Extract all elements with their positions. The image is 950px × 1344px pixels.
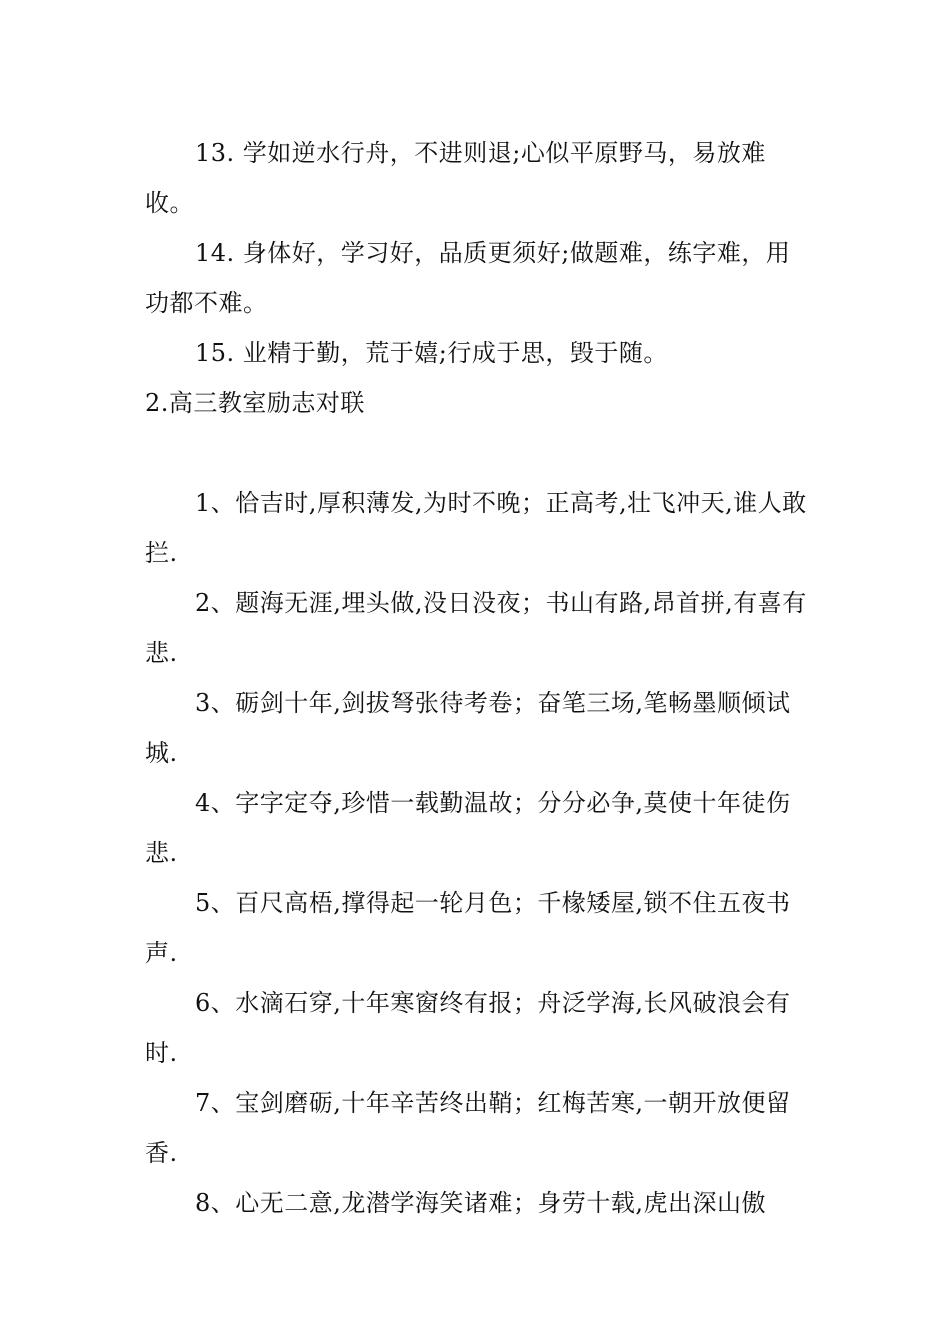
- couplet-4: 4、字字定夺,珍惜一载勤温故；分分必争,莫使十年徒伤悲.: [145, 789, 791, 867]
- couplet-1: 1、恰吉时,厚积薄发,为时不晚；正高考,壮飞冲天,谁人敢拦.: [145, 489, 807, 567]
- couplet-7: 7、宝剑磨砺,十年辛苦终出鞘；红梅苦寒,一朝开放便留香.: [145, 1089, 791, 1167]
- paragraph-14: 14. 身体好，学习好，品质更须好;做题难，练字难，用功都不难。: [145, 239, 791, 317]
- section-heading: 2.高三教室励志对联: [145, 389, 365, 417]
- couplet-3: 3、砺剑十年,剑拔弩张待考卷；奋笔三场,笔畅墨顺倾试城.: [145, 689, 791, 767]
- couplet-6: 6、水滴石穿,十年寒窗终有报；舟泛学海,长风破浪会有时.: [145, 989, 791, 1067]
- couplet-8: 8、心无二意,龙潜学海笑诸难；身劳十载,虎出深山傲: [195, 1189, 767, 1217]
- paragraph-15: 15. 业精于勤，荒于嬉;行成于思，毁于随。: [195, 339, 668, 367]
- couplet-5: 5、百尺高梧,撑得起一轮月色；千椽矮屋,锁不住五夜书声.: [145, 889, 791, 967]
- paragraph-13: 13. 学如逆水行舟，不进则退;心似平原野马，易放难收。: [145, 139, 766, 217]
- section-spacer: [145, 428, 810, 478]
- couplet-2: 2、题海无涯,埋头做,没日没夜；书山有路,昂首拼,有喜有悲.: [145, 589, 807, 667]
- document-body: [145, 128, 810, 1228]
